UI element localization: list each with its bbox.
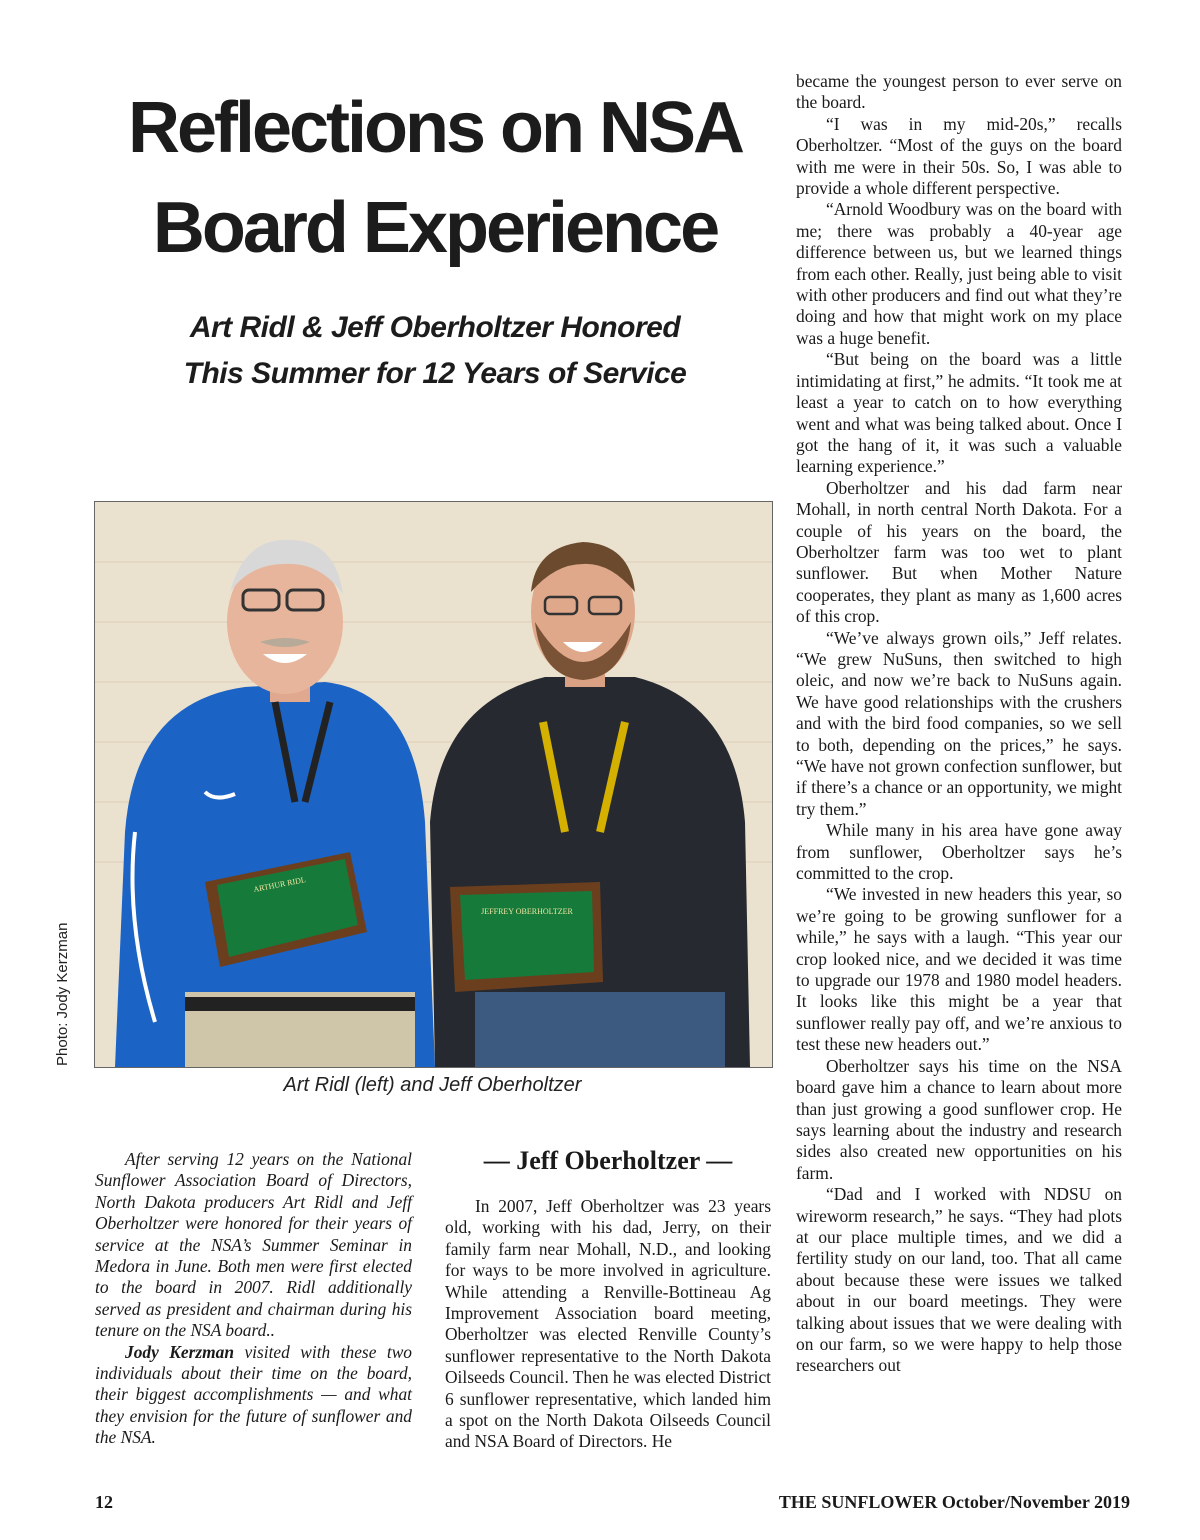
right-paragraph-5: “We’ve always grown oils,” Jeff relates. “We grew NuSuns, then switched to high oleic, and now we’re back to NuSuns again. We have good relationships with the crushers and with the bird food companies, so we sell to both, depending on the prices,” he says. “We have not grown confection sunflower, but if there’s a chance or an opportunity, we might try them.” [796,627,1122,819]
page-number: 12 [95,1492,113,1512]
photo-credit: Photo: Jody Kerzman [54,922,71,1066]
intro-paragraph-1: After serving 12 years on the National Sunflower Association Board of Directors, North Dakota producers Art Ridl and Jeff Oberholtzer were honored for their years of service at the NSA’s Summer Seminar in Medora in June. Both men were first elected to the board in 2007. Ridl additionally served as president and chairman during his tenure on the NSA board.. [95,1149,412,1341]
photo-caption: Art Ridl (left) and Jeff Oberholtzer [283,1074,582,1096]
article-photo [94,501,773,1068]
right-paragraph-7: “We invested in new headers this year, so we’re going to be growing sunflower for a while,” he says with a laugh. “This year our crop looked nice, and we decided it was time to upgrade our 1978 and 1980 model headers. It looks like this might be a year that sunflower really pay off, and we’re anxious to test these new headers out.” [796,884,1122,1055]
right-paragraph-0: became the youngest person to ever serve on the board. [796,71,1122,113]
right-column [796,71,1122,1377]
article-subtitle [95,305,775,397]
publication-footer: THE SUNFLOWER October/November 2019 [778,1492,1130,1512]
intro-paragraph-2 [95,1342,412,1449]
title-line-2: Board Experience [152,188,718,268]
right-paragraph-6: While many in his area have gone away from sunflower, Oberholtzer says he’s committed to the crop. [796,820,1122,884]
author-name: Jody Kerzman [125,1341,234,1362]
right-paragraph-2: “Arnold Woodbury was on the board with me; there was probably a 40-year age difference between us, but we learned things from each other. Really, just being able to visit with other producers and find out what they’re doing and how that might work on my place was a huge benefit. [796,199,1122,348]
intro-paragraph-2-text: visited with these two individuals about their time on the board, their biggest accomplishments — and what they envision for the future of sunflower and the NSA. [95,1341,412,1448]
right-paragraph-9: “Dad and I worked with NDSU on wireworm research,” he says. “They had plots at our place multiple times, and we did a fertility study on our land, too. That all came about because these were issues we talked about in our board meetings. They were talking about issues that we were dealing with on our farm, so we were happy to help those researchers out [796,1184,1122,1376]
section-paragraph-1: In 2007, Jeff Oberholtzer was 23 years old, working with his dad, Jerry, on their family farm near Mohall, N.D., and looking for ways to be more involved in agriculture. While attending a Renville-Bottineau Ag Improvement Association board meeting, Oberholtzer was elected Renville County’s sunflower representative to the North Dakota Oilseeds Council. Then he was elected District 6 sunflower representative, which landed him a spot on the North Dakota Oilseeds Council and NSA Board of Directors. He [445,1196,771,1452]
title-line-1: Reflections on NSA [127,88,743,168]
article-title [95,78,775,278]
subtitle-line-1: Art Ridl & Jeff Oberholtzer Honored [189,311,681,344]
section-heading: — Jeff Oberholtzer — [483,1146,733,1175]
intro-column [95,1149,412,1449]
right-paragraph-3: “But being on the board was a little intimidating at first,” he admits. “It took me at least a year to catch on to how everything went and what was being talked about. Once I got the hang of it, it was such a valuable learning experience.” [796,349,1122,477]
right-paragraph-8: Oberholtzer says his time on the NSA board gave him a chance to learn about more than just growing a good sunflower crop. He says learning about the industry and research sides also created new opportunities on his farm. [796,1055,1122,1183]
subtitle-line-2: This Summer for 12 Years of Service [183,357,687,390]
plaque-right [450,882,603,992]
right-paragraph-4: Oberholtzer and his dad farm near Mohall, in north central North Dakota. For a couple of his years on the board, the Oberholtzer farm was too wet to plant sunflower. But when Mother Nature cooperates, they plant as many as 1,600 acres of this crop. [796,477,1122,627]
plaque-left-name: ARTHUR RIDL [252,875,307,895]
plaque-right-name: JEFFREY OBERHOLTZER [481,907,573,916]
middle-column [445,1196,771,1453]
right-paragraph-1: “I was in my mid-20s,” recalls Oberholtzer. “Most of the guys on the board with me were in their 50s. So, I was able to provide a whole different perspective. [796,113,1122,199]
